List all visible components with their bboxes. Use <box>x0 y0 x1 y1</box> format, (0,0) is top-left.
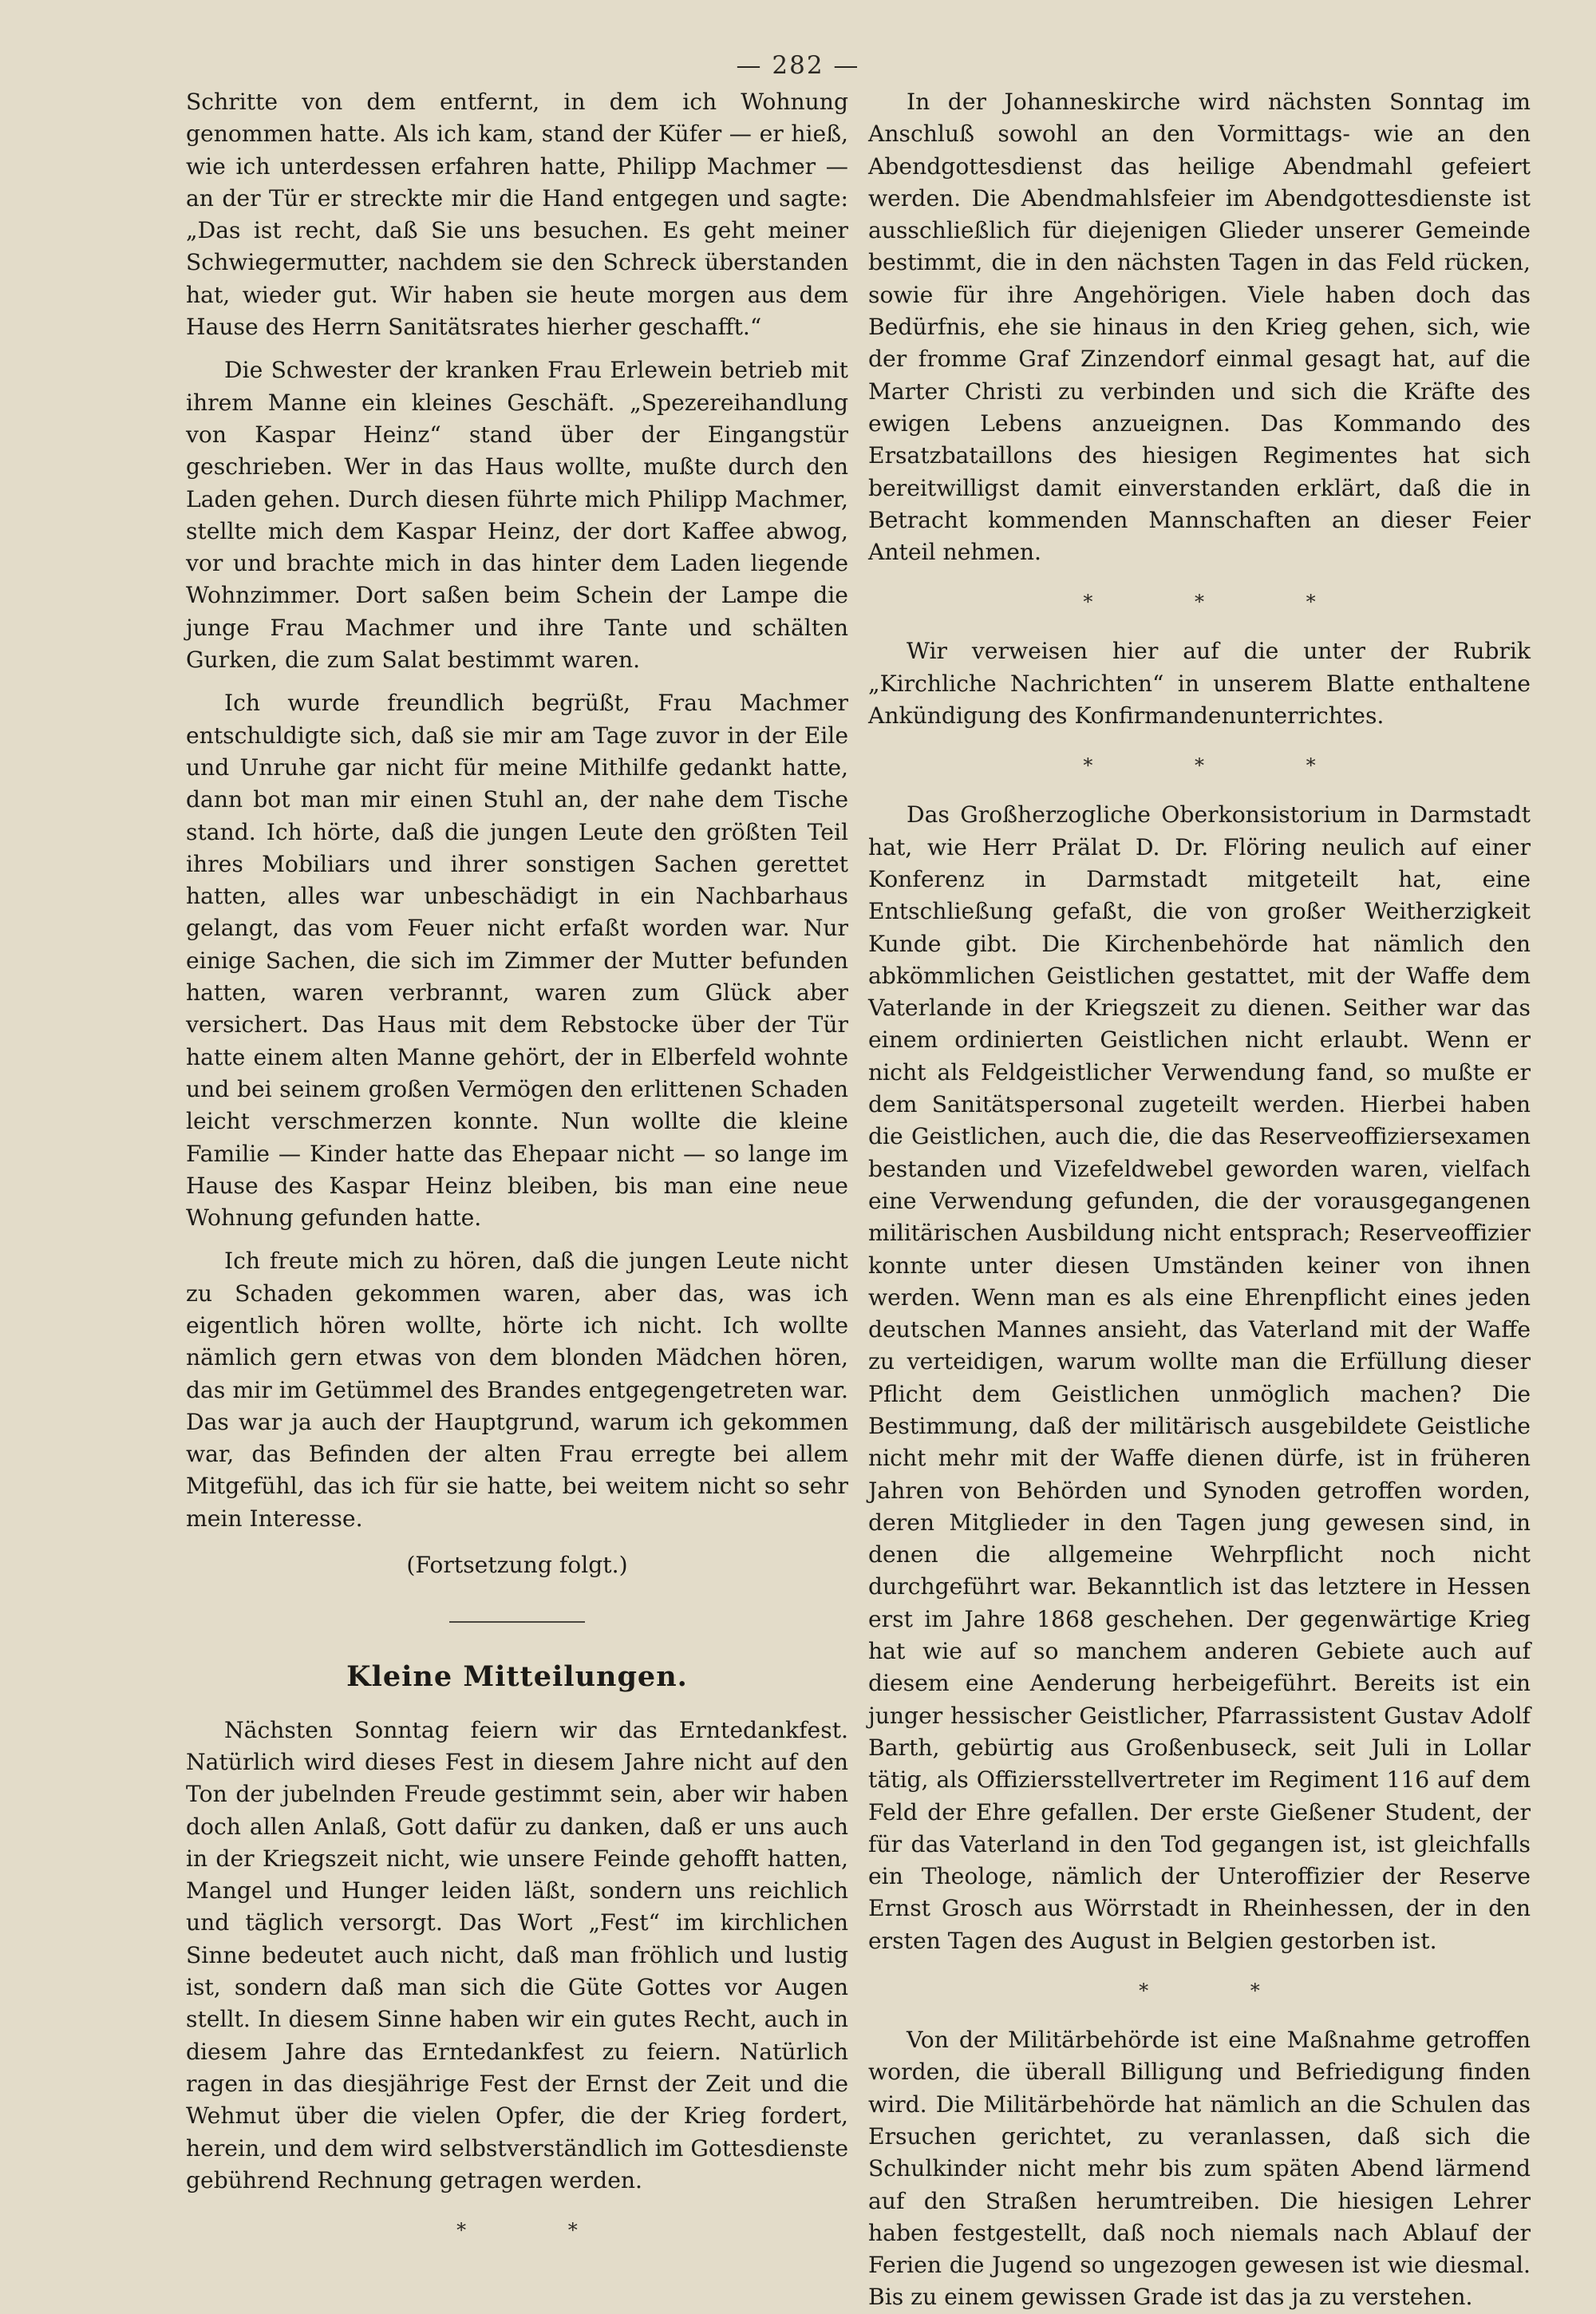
right-column <box>868 86 1531 2314</box>
news-paragraph: In der Johanneskirche wird nächsten Sonntag im Anschluß sowohl an den Vormittags- wie an den Abendgottesdienst das heilige Abendmahl gefeiert werden. Die Abendmahlsfeier im Abendgottesdienste ist ausschließlich für diejenigen Glieder unserer Gemeinde bestimmt, die in den nächsten Tagen in das Feld rücken, sowie für ihre Angehörigen. Viele haben doch das Bedürfnis, ehe sie hinaus in den Krieg gehen, sich, wie der fromme Graf Zinzendorf einmal gesagt hat, auf die Marter Christi zu verbinden und sich die Kräfte des ewigen Lebens anzueignen. Das Kommando des Ersatzbataillons des hiesigen Regimentes hat sich bereitwilligst damit einverstanden erklärt, daß die in Betracht kommenden Mannschaften an dieser Feier Anteil nehmen. <box>868 89 1531 566</box>
left-column <box>186 86 848 2264</box>
page-number: — 282 — <box>736 51 860 80</box>
news-paragraph: Wir verweisen hier auf die unter der Rubrik „Kirchliche Nachrichten“ in unserem Blatte enthaltene Ankündigung des Konfirmandenunterrichtes. <box>868 638 1531 730</box>
story-paragraph: Die Schwester der kranken Frau Erlewein betrieb mit ihrem Manne ein kleines Geschäft. „Spezereihandlung von Kaspar Heinz“ stand über der Eingangstür geschrieben. Wer in das Haus wollte, mußte durch den Laden gehen. Durch diesen führte mich Philipp Machmer, stellte mich dem Kaspar Heinz, der dort Kaffee abwog, vor und brachte mich in das hinter dem Laden liegende Wohnzimmer. Dort saßen beim Schein der Lampe die junge Frau Machmer und ihre Tante und schälten Gurken, die zum Salat bestimmt waren. <box>186 357 848 674</box>
continuation-note: (Fortsetzung folgt.) <box>406 1552 628 1579</box>
asterism-separator: * * <box>1139 1980 1308 2003</box>
asterism-separator: * * * <box>1083 591 1364 614</box>
news-paragraph: Nächsten Sonntag feiern wir das Erntedankfest. Natürlich wird dieses Fest in diesem Jahre nicht auf den Ton der jubelnden Freude gestimmt sein, aber wir haben doch allen Anlaß, Gott dafür zu danken, daß er uns auch in der Kriegszeit nicht, wie unsere Feinde gehofft hatten, Mangel und Hunger leiden läßt, sondern uns reichlich und täglich versorgt. Das Wort „Fest“ im kirchlichen Sinne bedeutet auch nicht, daß man fröhlich und lustig ist, sondern daß man sich die Güte Gottes vor Augen stellt. In diesem Sinne haben wir ein gutes Recht, auch in diesem Jahre das Erntedankfest zu feiern. Natürlich ragen in das diesjährige Fest der Ernst der Zeit und die Wehmut über die vielen Opfer, die der Krieg fordert, herein, und dem wird selbstverständlich im Gottesdienste gebührend Rechnung getragen werden. <box>186 1716 848 2193</box>
section-title: Kleine Mitteilungen. <box>346 1660 688 1694</box>
news-paragraph: Von der Militärbehörde ist eine Maßnahme getroffen worden, die überall Billigung und Befriedigung finden wird. Die Militärbehörde hat nämlich an die Schulen das Ersuchen gerichtet, zu veranlassen, daß sich die Schulkinder nicht mehr bis zum späten Abend lärmend auf den Straßen herumtreiben. Die hiesigen Lehrer haben festgestellt, daß noch niemals nach Ablauf der Ferien die Jugend so ungezogen gewesen ist wie diesmal. Bis zu einem gewissen Grade ist das ja zu verstehen. <box>868 2027 1531 2311</box>
story-paragraph: Ich wurde freundlich begrüßt, Frau Machmer entschuldigte sich, daß sie mir am Tage zuvor in der Eile und Unruhe gar nicht für meine Mithilfe gedankt hatte, dann bot man mir einen Stuhl an, der nahe dem Tische stand. Ich hörte, daß die jungen Leute den größten Teil ihres Mobiliars und ihrer sonstigen Sachen gerettet hatten, alles war unbeschädigt in ein Nachbarhaus gelangt, das vom Feuer nicht erfaßt worden war. Nur einige Sachen, die sich im Zimmer der Mutter befunden hatten, waren verbrannt, waren zum Glück aber versichert. Das Haus mit dem Rebstocke über der Tür hatte einem alten Manne gehört, der in Elberfeld wohnte und bei seinem großen Vermögen den erlittenen Schaden leicht verschmerzen konnte. Nun wollte die kleine Familie — Kinder hatte das Ehepaar nicht — so lange im Hause des Kaspar Heinz bleiben, bis man eine neue Wohnung gefunden hatte. <box>186 690 848 1232</box>
story-paragraph: Schritte von dem entfernt, in dem ich Wohnung genommen hatte. Als ich kam, stand der Küfer — er hieß, wie ich unterdessen erfahren hatte, Philipp Machmer — an der Tür er streckte mir die Hand entgegen und sagte: „Das ist recht, daß Sie uns besuchen. Es geht meiner Schwiegermutter, nachdem sie den Schreck überstanden hat, wieder gut. Wir haben sie heute morgen aus dem Hause des Herrn Sanitätsrates hierher geschafft.“ <box>186 89 848 341</box>
asterism-separator: * * <box>456 2219 626 2242</box>
asterism-separator: * * * <box>1083 754 1364 777</box>
news-paragraph: Das Großherzogliche Oberkonsistorium in Darmstadt hat, wie Herr Prälat D. Dr. Flöring neulich auf einer Konferenz in Darmstadt mitgeteilt hat, eine Entschließung gefaßt, die von großer Weitherzigkeit Kunde gibt. Die Kirchenbehörde hat nämlich den abkömmlichen Geistlichen gestattet, mit der Waffe dem Vaterlande in der Kriegszeit zu dienen. Seither war das einem ordinierten Geistlichen nicht erlaubt. Wenn er nicht als Feldgeistlicher Verwendung fand, so mußte er dem Sanitätspersonal zugeteilt werden. Hierbei haben die Geistlichen, auch die, die das Reserveoffiziersexamen bestanden und Vizefeldwebel geworden waren, vielfach eine Verwendung gefunden, die der vorausgegangenen militärischen Ausbildung nicht entsprach; Reserveoffizier konnte unter diesen Umständen keiner von ihnen werden. Wenn man es als eine Ehrenpflicht eines jeden deutschen Mannes ansieht, das Vaterland mit der Waffe zu verteidigen, warum wollte man die Erfüllung dieser Pflicht dem Geistlichen unmöglich machen? Die Bestimmung, daß der militärisch ausgebildete Geistliche nicht mehr mit der Waffe dienen dürfe, ist in früheren Jahren von Behörden und Synoden getroffen worden, deren Mitglieder in den Tagen jung gewesen sind, in denen die allgemeine Wehrpflicht noch nicht durchgeführt war. Bekanntlich ist das letztere in Hessen erst im Jahre 1868 geschehen. Der gegenwärtige Krieg hat wie auf so manchem anderen Gebiete auch auf diesem eine Aenderung herbeigeführt. Bereits ist ein junger hessischer Geistlicher, Pfarrassistent Gustav Adolf Barth, gebürtig aus Großenbuseck, seit Juli in Lollar tätig, als Offiziersstellvertreter im Regiment 116 auf dem Feld der Ehre gefallen. Der erste Gießener Student, der für das Vaterland in den Tod gegangen ist, ist gleichfalls ein Theologe, nämlich der Unteroffizier der Reserve Ernst Grosch aus Wörrstadt in Rheinhessen, der in den ersten Tagen des August in Belgien gestorben ist. <box>868 801 1531 1954</box>
section-divider <box>449 1621 585 1623</box>
story-paragraph: Ich freute mich zu hören, daß die jungen Leute nicht zu Schaden gekommen waren, aber das, was ich eigentlich hören wollte, hörte ich nicht. Ich wollte nämlich gern etwas von dem blonden Mädchen hören, das mir im Getümmel des Brandes entgegengetreten war. Das war ja auch der Hauptgrund, warum ich gekommen war, das Befinden der alten Frau erregte bei allem Mitgefühl, das ich für sie hatte, bei weitem nicht so sehr mein Interesse. <box>186 1248 848 1532</box>
